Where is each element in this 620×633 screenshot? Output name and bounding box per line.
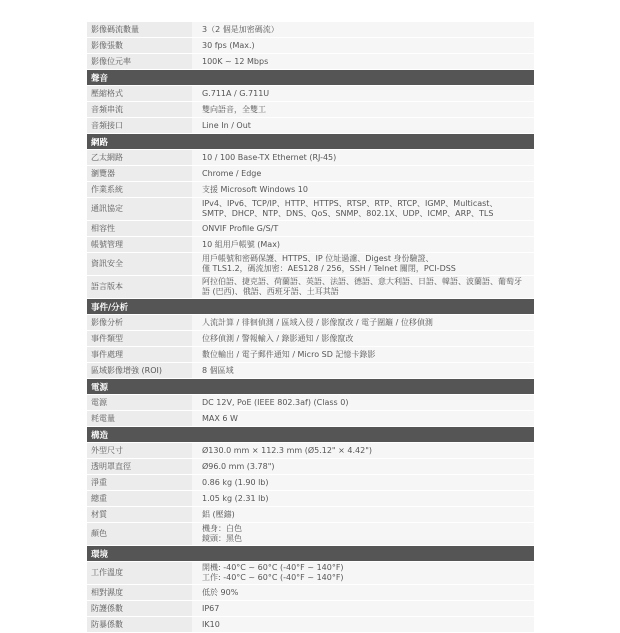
spec-row bbox=[87, 38, 534, 54]
spec-label: 影像碼流數量 bbox=[87, 22, 192, 37]
spec-value bbox=[192, 54, 534, 69]
spec-value-line: 3（2 個是加密碼流） bbox=[202, 24, 279, 34]
spec-row bbox=[87, 253, 534, 276]
spec-value bbox=[192, 150, 534, 165]
spec-value bbox=[192, 562, 534, 584]
spec-row bbox=[87, 22, 534, 38]
spec-value-line: 位移偵測 / 警報輸入 / 錄影通知 / 影像竄改 bbox=[202, 333, 354, 343]
spec-value bbox=[192, 221, 534, 236]
spec-label: 工作溫度 bbox=[87, 562, 192, 584]
spec-row bbox=[87, 475, 534, 491]
spec-row bbox=[87, 523, 534, 546]
spec-value bbox=[192, 395, 534, 410]
section-header: 電源 bbox=[87, 379, 534, 395]
spec-label: 影像位元率 bbox=[87, 54, 192, 69]
spec-row bbox=[87, 54, 534, 70]
spec-value-line: 人流計算 / 徘徊偵測 / 區域入侵 / 影像竄改 / 電子圍籬 / 位移偵測 bbox=[202, 317, 433, 327]
spec-value-line: 支援 Microsoft Windows 10 bbox=[202, 184, 308, 194]
spec-row bbox=[87, 198, 534, 221]
spec-value bbox=[192, 118, 534, 133]
spec-value-line: IP67 bbox=[202, 603, 220, 613]
spec-value bbox=[192, 459, 534, 474]
spec-row bbox=[87, 237, 534, 253]
spec-value bbox=[192, 411, 534, 426]
spec-label: 防護係數 bbox=[87, 601, 192, 616]
spec-value-line: 僅 TLS1.2，碼流加密：AES128 / 256，SSH / Telnet 關閉，PCI-DSS bbox=[202, 264, 456, 273]
spec-value bbox=[192, 22, 534, 37]
spec-value bbox=[192, 491, 534, 506]
spec-value bbox=[192, 347, 534, 362]
spec-row bbox=[87, 507, 534, 523]
spec-value-line: MAX 6 W bbox=[202, 413, 238, 423]
spec-value-line: 0.86 kg (1.90 lb) bbox=[202, 477, 269, 487]
spec-table bbox=[87, 22, 534, 633]
spec-value-line: 機身：白色 bbox=[202, 524, 242, 533]
spec-label: 相容性 bbox=[87, 221, 192, 236]
spec-label: 防暴係數 bbox=[87, 617, 192, 632]
spec-value-line: 數位輸出 / 電子郵件通知 / Micro SD 記憶卡錄影 bbox=[202, 349, 376, 359]
spec-value bbox=[192, 253, 534, 275]
spec-row bbox=[87, 182, 534, 198]
spec-value-line: 10 / 100 Base-TX Ethernet (RJ-45) bbox=[202, 152, 337, 162]
spec-label: 影像張數 bbox=[87, 38, 192, 53]
section-header: 聲音 bbox=[87, 70, 534, 86]
spec-row bbox=[87, 276, 534, 299]
spec-label: 總重 bbox=[87, 491, 192, 506]
spec-row bbox=[87, 585, 534, 601]
spec-label: 通訊協定 bbox=[87, 198, 192, 220]
spec-label: 電源 bbox=[87, 395, 192, 410]
spec-row bbox=[87, 443, 534, 459]
spec-row bbox=[87, 395, 534, 411]
spec-value-line: SMTP、DHCP、NTP、DNS、QoS、SNMP、802.1X、UDP、ICMP、ARP、TLS bbox=[202, 209, 494, 218]
spec-row bbox=[87, 491, 534, 507]
spec-label: 資訊安全 bbox=[87, 253, 192, 275]
spec-value bbox=[192, 331, 534, 346]
spec-label: 顏色 bbox=[87, 523, 192, 545]
spec-label: 音頻接口 bbox=[87, 118, 192, 133]
spec-value bbox=[192, 507, 534, 522]
spec-value bbox=[192, 363, 534, 378]
spec-value-line: 工作: -40°C ~ 60°C (-40°F ~ 140°F) bbox=[202, 573, 344, 582]
spec-value bbox=[192, 443, 534, 458]
spec-row bbox=[87, 601, 534, 617]
spec-label: 作業系統 bbox=[87, 182, 192, 197]
spec-value-line: DC 12V, PoE (IEEE 802.3af) (Class 0) bbox=[202, 397, 349, 407]
spec-row bbox=[87, 166, 534, 182]
spec-value-line: 30 fps (Max.) bbox=[202, 40, 255, 50]
spec-row bbox=[87, 118, 534, 134]
spec-value bbox=[192, 617, 534, 632]
spec-value-line: 用戶帳號和密碼保護、HTTPS、IP 位址過濾、Digest 身份驗證、 bbox=[202, 254, 434, 263]
spec-value-line: 語 (巴西)、俄語、西班牙語、土耳其語 bbox=[202, 287, 339, 296]
spec-label: 事件類型 bbox=[87, 331, 192, 346]
spec-label: 外型尺寸 bbox=[87, 443, 192, 458]
spec-label: 瀏覽器 bbox=[87, 166, 192, 181]
spec-value-line: IK10 bbox=[202, 619, 220, 629]
spec-row bbox=[87, 315, 534, 331]
spec-value-line: 鋁 (壓鑄) bbox=[202, 509, 235, 519]
spec-value bbox=[192, 38, 534, 53]
spec-value bbox=[192, 276, 534, 298]
spec-row bbox=[87, 459, 534, 475]
spec-value-line: 開機: -40°C ~ 60°C (-40°F ~ 140°F) bbox=[202, 563, 344, 572]
spec-value bbox=[192, 198, 534, 220]
spec-value bbox=[192, 585, 534, 600]
spec-label: 帳號管理 bbox=[87, 237, 192, 252]
spec-label: 透明罩直徑 bbox=[87, 459, 192, 474]
spec-row bbox=[87, 411, 534, 427]
spec-label: 音頻串流 bbox=[87, 102, 192, 117]
spec-label: 相對濕度 bbox=[87, 585, 192, 600]
spec-row bbox=[87, 102, 534, 118]
spec-row bbox=[87, 617, 534, 633]
spec-label: 耗電量 bbox=[87, 411, 192, 426]
spec-row bbox=[87, 331, 534, 347]
spec-value bbox=[192, 601, 534, 616]
spec-label: 事件處理 bbox=[87, 347, 192, 362]
spec-value-line: IPv4、IPv6、TCP/IP、HTTP、HTTPS、RTSP、RTP、RTCP、IGMP、Multicast、 bbox=[202, 199, 498, 208]
spec-value bbox=[192, 86, 534, 101]
spec-label: 材質 bbox=[87, 507, 192, 522]
spec-label: 語言版本 bbox=[87, 276, 192, 298]
spec-value-line: Ø96.0 mm (3.78") bbox=[202, 461, 275, 471]
section-header: 網路 bbox=[87, 134, 534, 150]
spec-value-line: 雙向語音，全雙工 bbox=[202, 104, 266, 114]
section-header: 環境 bbox=[87, 546, 534, 562]
spec-label: 區域影像增強 (ROI) bbox=[87, 363, 192, 378]
spec-row bbox=[87, 347, 534, 363]
spec-value-line: G.711A / G.711U bbox=[202, 88, 270, 98]
spec-value-line: Ø130.0 mm × 112.3 mm (Ø5.12" × 4.42") bbox=[202, 445, 373, 455]
spec-value-line: 1.05 kg (2.31 lb) bbox=[202, 493, 269, 503]
spec-row bbox=[87, 150, 534, 166]
spec-value bbox=[192, 523, 534, 545]
spec-value-line: 10 組用戶帳號 (Max) bbox=[202, 239, 281, 249]
spec-value bbox=[192, 102, 534, 117]
spec-value bbox=[192, 182, 534, 197]
section-header: 事件/分析 bbox=[87, 299, 534, 315]
section-header: 構造 bbox=[87, 427, 534, 443]
spec-value-line: 阿拉伯語、捷克語、荷蘭語、英語、法語、德語、意大利語、日語、韓語、波蘭語、葡萄牙 bbox=[202, 277, 522, 286]
spec-value bbox=[192, 475, 534, 490]
spec-value-line: 鏡頭：黑色 bbox=[202, 534, 242, 543]
spec-row bbox=[87, 221, 534, 237]
spec-row bbox=[87, 363, 534, 379]
spec-value bbox=[192, 315, 534, 330]
spec-value-line: 8 個區域 bbox=[202, 365, 234, 375]
spec-label: 壓縮格式 bbox=[87, 86, 192, 101]
spec-value-line: 低於 90% bbox=[202, 587, 239, 597]
spec-value-line: Chrome / Edge bbox=[202, 168, 262, 178]
spec-label: 乙太網路 bbox=[87, 150, 192, 165]
spec-label: 淨重 bbox=[87, 475, 192, 490]
spec-value bbox=[192, 166, 534, 181]
spec-value-line: ONVIF Profile G/S/T bbox=[202, 223, 279, 233]
spec-value-line: Line In / Out bbox=[202, 120, 251, 130]
spec-row bbox=[87, 562, 534, 585]
spec-value bbox=[192, 237, 534, 252]
spec-value-line: 100K ~ 12 Mbps bbox=[202, 56, 269, 66]
spec-label: 影像分析 bbox=[87, 315, 192, 330]
spec-row bbox=[87, 86, 534, 102]
